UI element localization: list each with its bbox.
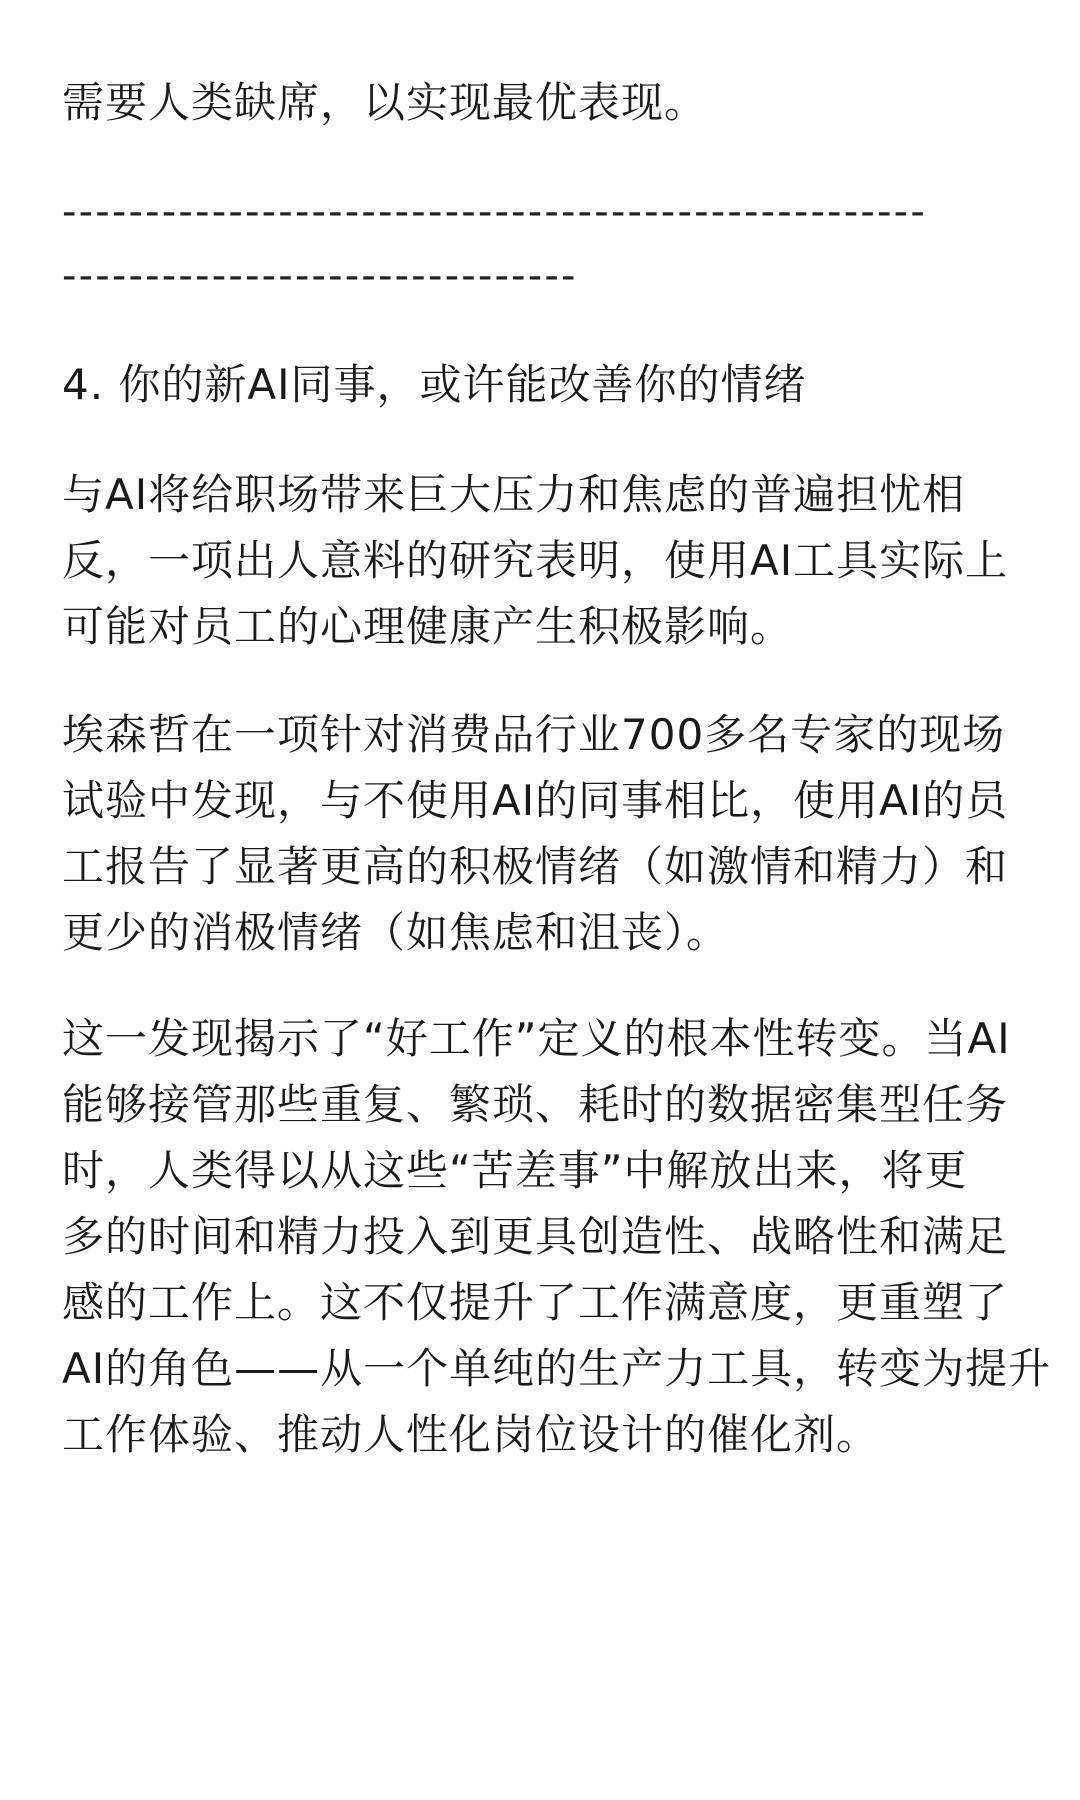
paragraph-line: AI的角色——从一个单纯的生产力工具，转变为提升 <box>62 1344 1052 1393</box>
paragraph-line: 工报告了显著更高的积极情绪（如激情和精力）和 <box>62 842 1009 891</box>
paragraph-line: 工作体验、推动人性化岗位设计的催化剂。 <box>62 1410 880 1459</box>
paragraph-line: 与AI将给职场带来巨大压力和焦虑的普遍担忧相 <box>62 470 966 519</box>
paragraph-line: 可能对员工的心理健康产生积极影响。 <box>62 602 794 651</box>
divider-line-2: ------------------------------- <box>62 253 578 299</box>
paragraph-line: 多的时间和精力投入到更具创造性、战略性和满足 <box>62 1212 1009 1261</box>
paragraph-line: 感的工作上。这不仅提升了工作满意度，更重塑了 <box>62 1278 1009 1327</box>
paragraph-line: 埃森哲在一项针对消费品行业700多名专家的现场 <box>62 710 1006 759</box>
paragraph-line: 能够接管那些重复、繁琐、耗时的数据密集型任务 <box>62 1080 1009 1129</box>
section-heading: 4. 你的新AI同事，或许能改善你的情绪 <box>62 360 807 409</box>
paragraph-line: 这一发现揭示了“好工作”定义的根本性转变。当AI <box>62 1014 1011 1063</box>
divider-line-1: ---------------------------------------------------- <box>62 189 927 235</box>
paragraph-line: 反，一项出人意料的研究表明，使用AI工具实际上 <box>62 536 1009 585</box>
intro-tail-line: 需要人类缺席，以实现最优表现。 <box>62 78 708 127</box>
paragraph-line: 试验中发现，与不使用AI的同事相比，使用AI的员 <box>62 776 1009 825</box>
paragraph-line: 时，人类得以从这些“苦差事”中解放出来，将更 <box>62 1146 968 1195</box>
paragraph-line: 更少的消极情绪（如焦虑和沮丧）。 <box>62 908 730 957</box>
